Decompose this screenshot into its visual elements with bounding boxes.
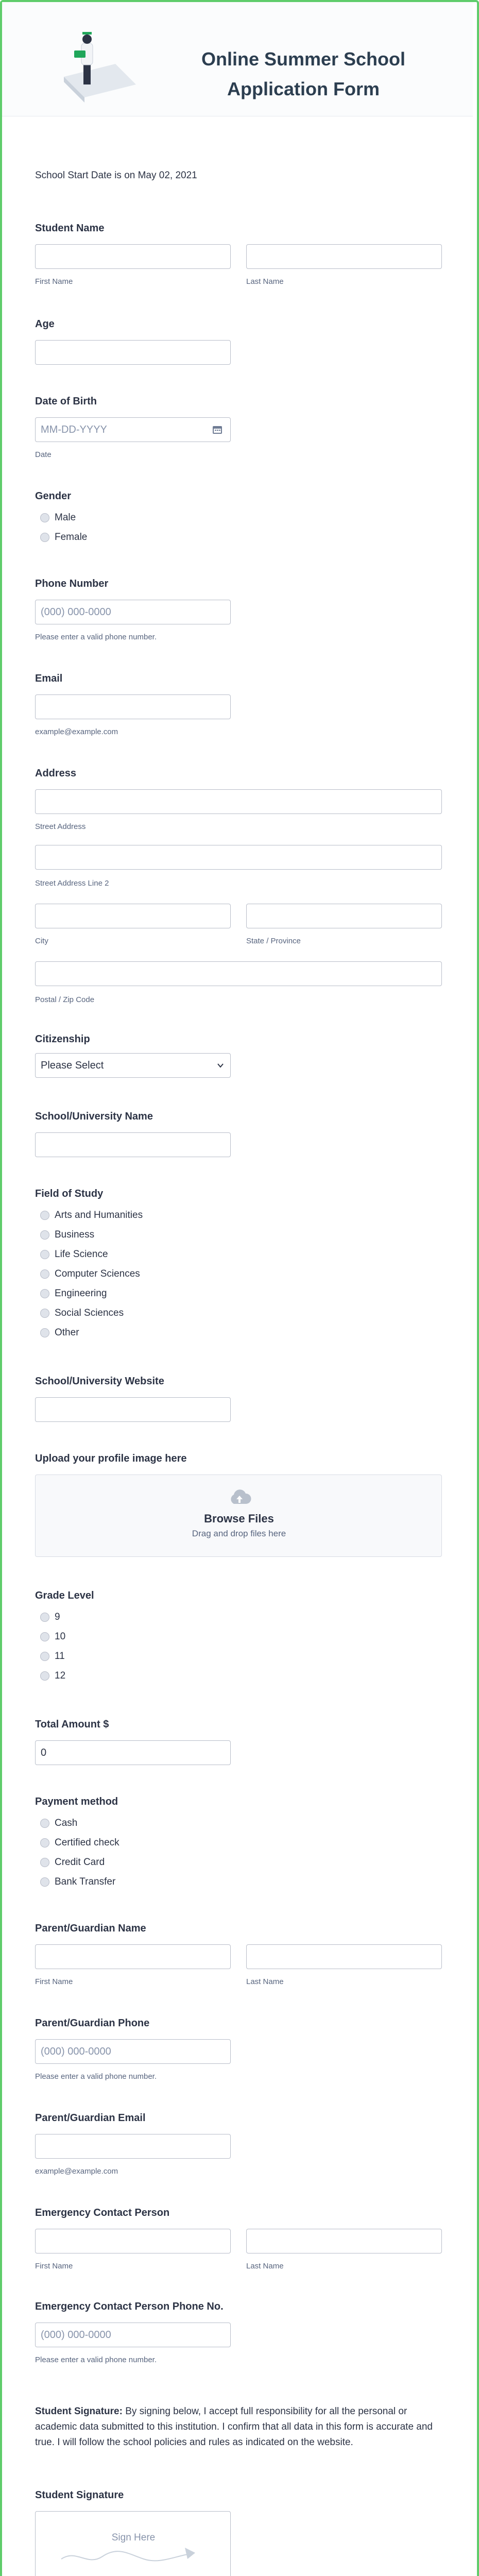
- payment-option-label: Certified check: [55, 1837, 119, 1848]
- guardian-first-sublabel: First Name: [35, 1977, 73, 1986]
- street-address-line2-sublabel: Street Address Line 2: [35, 879, 109, 888]
- emergency-first-name-input[interactable]: [35, 2229, 231, 2253]
- emergency-phone-label: Emergency Contact Person Phone No.: [35, 2301, 224, 2312]
- state-input[interactable]: [246, 904, 442, 928]
- field-option-label: Engineering: [55, 1288, 107, 1299]
- street-address-sublabel: Street Address: [35, 822, 86, 831]
- student-first-name-input[interactable]: [35, 244, 231, 269]
- payment-option-label: Bank Transfer: [55, 1876, 116, 1887]
- grade-label: Grade Level: [35, 1590, 94, 1601]
- emergency-first-sublabel: First Name: [35, 2262, 73, 2270]
- payment-option-label: Cash: [55, 1818, 78, 1828]
- payment-method-label: Payment method: [35, 1796, 118, 1807]
- start-date-note: School Start Date is on May 02, 2021: [35, 170, 197, 181]
- email-input[interactable]: [35, 694, 231, 719]
- field-option-label: Arts and Humanities: [55, 1210, 143, 1221]
- age-label: Age: [35, 318, 55, 330]
- first-name-sublabel: First Name: [35, 277, 73, 286]
- total-amount-input[interactable]: 0: [35, 1740, 231, 1765]
- student-last-name-input[interactable]: [246, 244, 442, 269]
- field-radio-engineering[interactable]: [40, 1289, 49, 1298]
- signature-scribble-icon: [56, 2544, 211, 2569]
- phone-label: Phone Number: [35, 578, 109, 589]
- form-header: [2, 2, 473, 116]
- last-name-sublabel: Last Name: [246, 277, 284, 286]
- grade-radio-12[interactable]: [40, 1671, 49, 1681]
- field-option-label: Computer Sciences: [55, 1268, 140, 1279]
- file-upload-dropzone[interactable]: [35, 1475, 442, 1557]
- guardian-email-label: Parent/Guardian Email: [35, 2112, 146, 2124]
- age-input[interactable]: [35, 340, 231, 365]
- dob-label: Date of Birth: [35, 396, 97, 407]
- field-radio-business[interactable]: [40, 1230, 49, 1240]
- guardian-email-sublabel: example@example.com: [35, 2167, 118, 2176]
- browse-files-button[interactable]: Browse Files: [204, 1512, 274, 1525]
- zip-input[interactable]: [35, 961, 442, 986]
- school-website-input[interactable]: [35, 1397, 231, 1422]
- field-radio-social-sciences[interactable]: [40, 1309, 49, 1318]
- payment-radio-cash[interactable]: [40, 1819, 49, 1828]
- address-label: Address: [35, 768, 77, 779]
- school-name-label: School/University Name: [35, 1111, 153, 1122]
- total-amount-label: Total Amount $: [35, 1719, 109, 1730]
- upload-label: Upload your profile image here: [35, 1453, 187, 1464]
- emergency-last-sublabel: Last Name: [246, 2262, 284, 2270]
- guardian-phone-sublabel: Please enter a valid phone number.: [35, 2072, 157, 2081]
- cloud-upload-icon: [228, 1488, 251, 1505]
- gender-option-label: Female: [55, 532, 88, 543]
- payment-radio-certified-check[interactable]: [40, 1838, 49, 1848]
- field-option-label: Business: [55, 1229, 95, 1240]
- phone-sublabel: Please enter a valid phone number.: [35, 633, 157, 641]
- email-sublabel: example@example.com: [35, 727, 118, 736]
- form-title: Online Summer School Application Form: [201, 48, 406, 99]
- drag-drop-hint: Drag and drop files here: [192, 1529, 286, 1538]
- payment-radio-bank-transfer[interactable]: [40, 1877, 49, 1887]
- gender-option-label: Male: [55, 512, 76, 523]
- grade-option-label: 12: [55, 1670, 66, 1681]
- field-radio-computer-sciences[interactable]: [40, 1269, 49, 1279]
- emergency-phone-sublabel: Please enter a valid phone number.: [35, 2355, 157, 2364]
- field-radio-arts[interactable]: [40, 1211, 49, 1220]
- street-address-line2-input[interactable]: [35, 845, 442, 870]
- guardian-email-input[interactable]: [35, 2134, 231, 2159]
- school-website-label: School/University Website: [35, 1376, 164, 1387]
- student-reading-illustration: [54, 28, 146, 110]
- grade-option-label: 11: [55, 1651, 65, 1662]
- street-address-input[interactable]: [35, 789, 442, 814]
- guardian-last-name-input[interactable]: [246, 1944, 442, 1969]
- school-name-input[interactable]: [35, 1132, 231, 1157]
- emergency-contact-label: Emergency Contact Person: [35, 2207, 170, 2218]
- city-sublabel: City: [35, 937, 48, 945]
- grade-radio-11[interactable]: [40, 1652, 49, 1661]
- grade-radio-9[interactable]: [40, 1613, 49, 1622]
- field-option-label: Life Science: [55, 1249, 108, 1260]
- field-option-label: Other: [55, 1327, 79, 1338]
- grade-option-label: 10: [55, 1631, 66, 1642]
- phone-input[interactable]: (000) 000-0000: [35, 600, 231, 624]
- payment-radio-credit-card[interactable]: [40, 1858, 49, 1867]
- guardian-phone-input[interactable]: (000) 000-0000: [35, 2039, 231, 2064]
- dob-input[interactable]: MM-DD-YYYY: [35, 417, 231, 442]
- field-option-label: Social Sciences: [55, 1308, 124, 1318]
- grade-radio-10[interactable]: [40, 1632, 49, 1641]
- field-radio-other[interactable]: [40, 1328, 49, 1337]
- calendar-icon[interactable]: [212, 425, 223, 434]
- grade-option-label: 9: [55, 1612, 60, 1622]
- signature-terms-text: Student Signature: By signing below, I accept full responsibility for all the personal or academic data submitted to this institution. I confirm that all data in this form is accurate and true. I will follow the school policies and rules as indicated on the website.: [35, 2406, 433, 2448]
- guardian-name-label: Parent/Guardian Name: [35, 1923, 146, 1934]
- field-of-study-label: Field of Study: [35, 1188, 104, 1199]
- gender-label: Gender: [35, 490, 72, 502]
- email-label: Email: [35, 673, 63, 684]
- citizenship-label: Citizenship: [35, 1033, 90, 1045]
- city-input[interactable]: [35, 904, 231, 928]
- student-name-label: Student Name: [35, 223, 105, 234]
- student-signature-label: Student Signature: [35, 2489, 124, 2501]
- guardian-first-name-input[interactable]: [35, 1944, 231, 1969]
- gender-radio-female[interactable]: [40, 533, 49, 542]
- student-signature-pad[interactable]: Sign Here: [35, 2511, 231, 2576]
- chevron-down-icon: [217, 1062, 224, 1069]
- gender-radio-male[interactable]: [40, 513, 49, 522]
- field-radio-life-science[interactable]: [40, 1250, 49, 1259]
- guardian-last-sublabel: Last Name: [246, 1977, 284, 1986]
- guardian-phone-label: Parent/Guardian Phone: [35, 2018, 150, 2029]
- citizenship-select[interactable]: Please Select: [35, 1053, 231, 1078]
- dob-sublabel: Date: [35, 450, 52, 459]
- emergency-phone-input[interactable]: (000) 000-0000: [35, 2323, 231, 2347]
- payment-option-label: Credit Card: [55, 1857, 105, 1868]
- state-sublabel: State / Province: [246, 937, 301, 945]
- emergency-last-name-input[interactable]: [246, 2229, 442, 2253]
- zip-sublabel: Postal / Zip Code: [35, 995, 95, 1004]
